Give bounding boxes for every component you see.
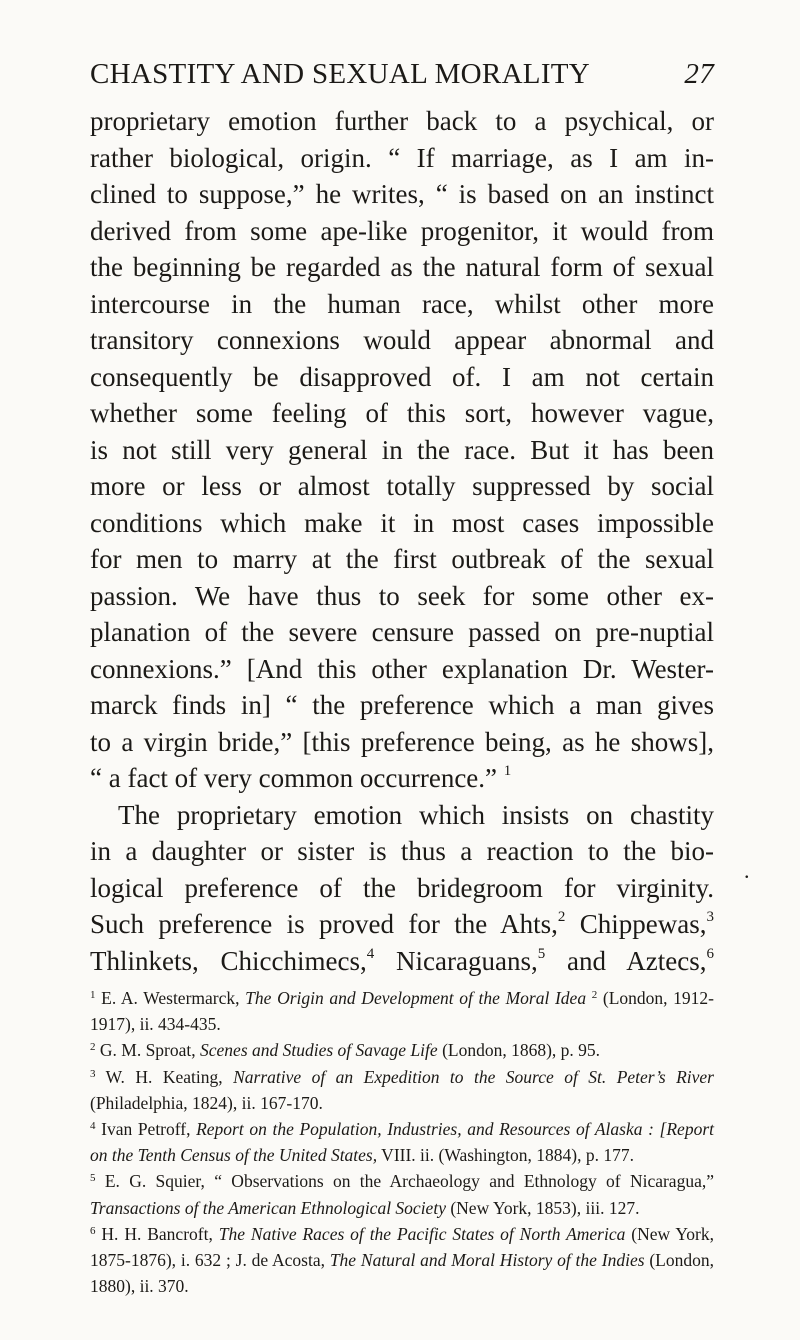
body-line: planation of the severe censure passed on pre-nuptial [90,617,714,647]
footnote-author: Ivan Petroff, [95,1119,197,1140]
body-line-with-refs [90,943,714,980]
body-line: more or less or almost totally suppressed by social [90,471,714,501]
body-line-text: Thlinkets, Chicchimecs, [90,945,367,976]
footnote-title: The Origin and Development of the Moral Idea [245,988,587,1008]
footnote-edition: 2 [591,989,598,1001]
footnote-3 [90,1064,714,1116]
footnote-number: 2 [90,1041,96,1054]
footnote-number: 5 [90,1172,96,1185]
footnote-2 [90,1037,714,1063]
footnote-ref-3: 3 [706,909,715,925]
body-line-with-refs [90,906,714,943]
body-line: rather biological, origin. “ If marriage, as I am in- [90,142,714,173]
body-line: clined to suppose,” he writes, “ is based on an instinct [90,179,714,209]
body-line: proprietary emotion further back to a psychical, or [90,106,714,136]
footnote-title: Narrative of an Expedition to the Source of St. Peter’s River [233,1066,714,1087]
footnote-ref-5: 5 [537,945,546,962]
footnote-author: W. H. Keating, [95,1066,234,1087]
body-line: consequently be disapproved of. I am not certain [90,361,714,392]
body-line: the beginning be regarded as the natural form of sexual [90,252,714,282]
footnote-citation: (Philadelphia, 1824), ii. 167-170. [90,1092,323,1113]
footnote-ref-1: 1 [503,763,512,779]
body-line: passion. We have thus to seek for some other ex- [90,580,714,611]
body-line: in a daughter or sister is thus a reaction to the bio- [90,836,714,866]
footnote-ref-4: 4 [366,945,375,962]
body-line-text: Such preference is proved for the Ahts, [90,909,558,939]
footnote-citation: (London, 1880), ii. 370. [90,1250,714,1297]
footnote-author: G. M. Sproat, [95,1040,201,1061]
footnote-citation: (New York, 1853), iii. 127. [445,1197,640,1218]
running-head [90,58,714,98]
body-line-text: and Aztecs, [545,945,707,976]
body-line: transitory connexions would appear abnormal and [90,325,714,355]
footnote-number: 6 [90,1224,96,1237]
footnote-author: H. H. Bancroft, [95,1223,219,1244]
body-line: for men to marry at the first outbreak of the sexual [90,544,714,574]
body-line: conditions which make it in most cases impossible [90,507,714,538]
footnote-number: 3 [90,1067,96,1080]
body-line: is not still very general in the race. But it has been [90,434,714,465]
footnote-5 [90,1168,714,1220]
footnote-author: E. G. Squier, “ Observations on the Archaeology and Ethnology of Nicaragua,” [95,1171,714,1192]
footnote-title: Scenes and Studies of Savage Life [200,1040,438,1061]
footnote-1 [90,985,714,1037]
running-head-title: CHASTITY AND SEXUAL MORALITY [90,58,591,90]
body-line-text: Chippewas, [565,909,707,939]
footnote-title: The Native Races of the Pacific States of North America [218,1223,626,1244]
body-line-paragraph-end [90,760,714,797]
body-line-text: Nicaraguans, [374,945,538,976]
footnote-citation: (London, 1868), p. 95. [437,1040,601,1061]
footnote-4 [90,1116,714,1168]
body-line-text: “ a fact of very common occurrence.” [90,763,498,793]
body-line: whether some feeling of this sort, however vague, [90,398,714,428]
page-number: 27 [684,58,714,90]
footnote-title: Transactions of the American Ethnological Society [90,1197,446,1218]
body-line: derived from some ape-like progenitor, it would from [90,215,714,246]
body-line: intercourse in the human race, whilst other more [90,288,714,319]
margin-mark: . [744,858,750,883]
footnote-ref-2: 2 [557,909,566,925]
footnote-citation: (London, 1912-1917), ii. 434-435. [90,988,715,1035]
body-text [90,103,714,979]
body-line: to a virgin bride,” [this preference being, as he shows], [90,726,714,757]
body-line: marck finds in] “ the preference which a man gives [90,690,714,720]
footnote-title-2: The Natural and Moral History of the Indies [329,1250,645,1271]
body-line: logical preference of the bridegroom for virginity. [90,872,714,903]
footnote-citation: VIII. ii. (Washington, 1884), p. 177. [377,1145,634,1166]
footnote-number: 4 [90,1120,96,1133]
footnote-citation: (New York, 1875-1876), i. 632 ; J. de Acosta, [90,1223,714,1271]
footnote-6 [90,1221,714,1300]
footnote-ref-6: 6 [706,945,714,962]
body-line: connexions.” [And this other explanation Dr. Wester- [90,653,714,684]
footnote-author: E. A. Westermarck, [95,988,246,1008]
body-line: The proprietary emotion which insists on chastity [118,799,714,830]
footnote-number: 1 [90,989,96,1001]
footnote-title: Report on the Population, Industries, and Resources of Alaska : [Report on the Tenth Census of the United States, [90,1119,714,1166]
footnotes [90,985,714,1299]
